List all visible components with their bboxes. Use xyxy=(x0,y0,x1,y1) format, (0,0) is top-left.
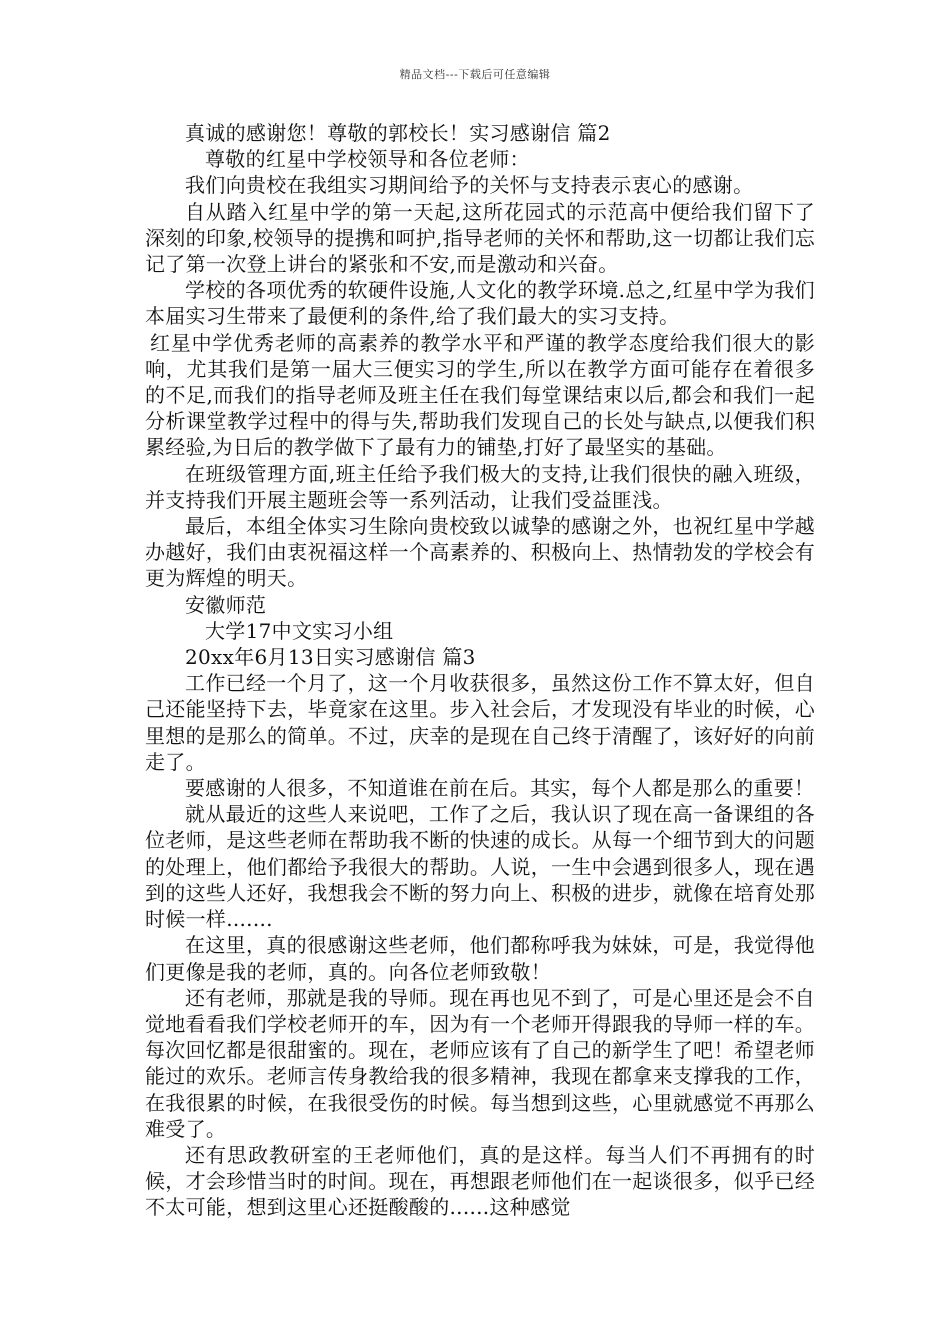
paragraph: 学校的各项优秀的软硬件设施,人文化的教学环境.总之,红星中学为我们本届实习生带来了最便利的条件,给了我们最大的实习支持。 xyxy=(145,278,815,329)
paragraph: 20xx年6月13日实习感谢信 篇3 xyxy=(185,645,476,670)
paragraph: 真诚的感谢您！尊敬的郭校长！实习感谢信 篇2 xyxy=(185,121,611,145)
paragraph: 最后，本组全体实习生除向贵校致以诚挚的感谢之外，也祝红星中学越办越好，我们由衷祝福这样一个高素养的、积极向上、热情勃发的学校会有更为辉煌的明天。 xyxy=(145,514,815,591)
paragraph: 在这里，真的很感谢这些老师，他们都称呼我为妹妹，可是，我觉得他们更像是我的老师，真的。向各位老师致敬！ xyxy=(145,933,815,984)
paragraph: 还有思政教研室的王老师他们，真的是这样。每当人们不再拥有的时候，才会珍惜当时的时间。现在，再想跟老师他们在一起谈很多，似乎已经不太可能，想到这里心还挺酸酸的......这种感觉 xyxy=(145,1142,815,1220)
paragraph: 大学17中文实习小组 xyxy=(205,618,394,643)
paragraph: 自从踏入红星中学的第一天起,这所花园式的示范高中便给我们留下了深刻的印象,校领导的提携和呵护,指导老师的关怀和帮助,这一切都让我们忘记了第一次登上讲台的紧张和不安,而是激动和兴奋。 xyxy=(145,199,815,277)
document-body xyxy=(145,120,815,1221)
paragraph: 还有老师，那就是我的导师。现在再也见不到了，可是心里还是会不自觉地看看我们学校老师开的车，因为有一个老师开得跟我的导师一样的车。每次回忆都是很甜蜜的。现在，老师应该有了自己的新学生了吧！希望老师能过的欢乐。老师言传身教给我的很多精神，我现在都拿来支撑我的工作，在我很累的时候，在我很受伤的时候。每当想到这些，心里就感觉不再那么难受了。 xyxy=(145,985,815,1141)
paragraph: 工作已经一个月了，这一个月收获很多，虽然这份工作不算太好，但自己还能坚持下去，毕竟家在这里。步入社会后，才发现没有毕业的时候，心里想的是那么的简单。不过，庆幸的是现在自己终于清醒了，该好好的向前走了。 xyxy=(145,671,815,774)
paragraph: 安徽师范 xyxy=(185,592,267,617)
paragraph: 就从最近的这些人来说吧，工作了之后，我认识了现在高一备课组的各位老师，是这些老师在帮助我不断的快速的成长。从每一个细节到大的问题的处理上，他们都给予我很大的帮助。人说，一生中会遇到很多人，现在遇到的这些人还好，我想我会不断的努力向上、积极的进步，就像在培育处那时候一样....... xyxy=(145,802,815,932)
paragraph: 尊敬的红星中学校领导和各位老师： xyxy=(205,147,530,172)
page-header: 精品文档---下载后可任意编辑 xyxy=(399,68,551,81)
paragraph: 在班级管理方面,班主任给予我们极大的支持,让我们很快的融入班级，并支持我们开展主题班会等一系列活动，让我们受益匪浅。 xyxy=(145,461,815,512)
paragraph: 红星中学优秀老师的高素养的教学水平和严谨的教学态度给我们很大的影响，尤其我们是第一届大三便实习的学生,所以在教学方面可能存在着很多的不足,而我们的指导老师及班主任在我们每堂课结束以后,都会和我们一起分析课堂教学过程中的得与失,帮助我们发现自己的长处与缺点,以便我们积累经验,为日后的教学做下了最有力的铺垫,打好了最坚实的基础。 xyxy=(145,330,815,460)
paragraph: 要感谢的人很多，不知道谁在前在后。其实，每个人都是那么的重要！ xyxy=(185,776,815,801)
paragraph: 我们向贵校在我组实习期间给予的关怀与支持表示衷心的感谢。 xyxy=(185,173,754,198)
